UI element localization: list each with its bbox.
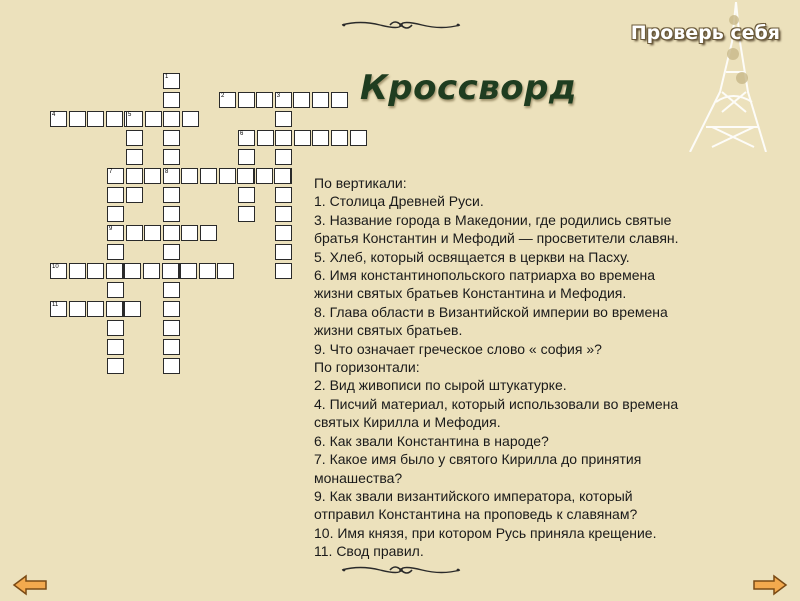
crossword-cell[interactable] [50,263,67,279]
crossword-cell[interactable] [199,263,216,279]
crossword-cell[interactable] [331,130,348,146]
clue-number: 1 [165,74,169,80]
crossword-cell[interactable] [87,301,104,317]
crossword-cell[interactable] [126,225,143,241]
crossword-cell[interactable] [107,339,124,355]
crossword-cell[interactable] [163,130,180,146]
crossword-cell[interactable] [182,111,199,127]
crossword-cell[interactable] [275,111,292,127]
horizontal-clue-line: 6. Как звали Константина в народе? [314,432,549,449]
horizontal-clue-line: 2. Вид живописи по сырой штукатурке. [314,377,567,394]
vertical-clue-line: 6. Имя константинопольского патриарха во времена [314,267,656,284]
crossword-cell[interactable] [87,263,104,279]
crossword-cell[interactable] [163,149,180,165]
crossword-cell[interactable] [163,358,180,374]
vertical-clue-line: 1. Столица Древней Руси. [314,193,484,210]
crossword-cell[interactable] [293,92,310,108]
page-title: Кроссворд [360,68,577,108]
crossword-cell[interactable] [163,206,180,222]
horizontal-clue-line: святых Кирилла и Мефодия. [314,414,501,431]
clue-number: 11 [52,302,59,308]
crossword-cell[interactable] [217,263,234,279]
crossword-cell[interactable] [238,92,255,108]
crossword-cell[interactable] [275,187,292,203]
crossword-cell[interactable] [126,149,143,165]
crossword-cell[interactable] [163,111,180,127]
vertical-clue-line: 5. Хлеб, который освящается в церкви на Пасху. [314,248,630,265]
vertical-heading: По вертикали: [314,175,407,191]
crossword-cell[interactable] [107,206,124,222]
crossword-cell[interactable] [163,244,180,260]
crossword-cell[interactable] [145,111,162,127]
crossword-cell[interactable] [50,301,67,317]
crossword-cell[interactable] [275,244,292,260]
crossword-cell[interactable] [163,282,180,298]
horizontal-clue-line: 4. Писчий материал, который использовали во времена [314,395,679,412]
crossword-cell[interactable] [275,225,292,241]
crossword-cell[interactable] [275,130,292,146]
crossword-cell[interactable] [257,130,274,146]
crossword-cell[interactable] [238,187,255,203]
horizontal-clue-line: 7. Какое имя было у святого Кирилла до принятия [314,451,642,468]
crossword-cell[interactable] [256,92,273,108]
crossword-cell[interactable] [126,130,143,146]
crossword-cell[interactable] [181,225,198,241]
crossword-cell[interactable] [87,111,104,127]
crossword-cell[interactable] [163,225,180,241]
crossword-cell[interactable] [163,187,180,203]
crossword-cell[interactable] [126,111,143,127]
horizontal-clue-line: отправил Константина на проповедь к славянам? [314,506,638,523]
crossword-cell[interactable] [163,92,180,108]
next-slide-button[interactable] [752,574,788,596]
clue-number: 5 [128,112,132,118]
crossword-cell[interactable] [219,168,236,184]
crossword-cell[interactable] [181,168,198,184]
horizontal-clue-line: 10. Имя князя, при котором Русь приняла крещение. [314,524,657,541]
crossword-cell[interactable] [294,130,311,146]
vertical-clue-list [314,192,784,358]
crossword-cell[interactable] [126,168,143,184]
clue-number: 10 [52,264,59,270]
horizontal-clue-line: 9. Как звали византийского императора, который [314,487,633,504]
vertical-clue-line: 3. Название города в Македонии, где родились святые [314,211,672,228]
crossword-cell[interactable] [331,92,348,108]
crossword-cell[interactable] [200,168,217,184]
crossword-cell[interactable] [163,320,180,336]
crossword-cell[interactable] [312,92,329,108]
crossword-cell[interactable] [237,168,254,184]
crossword-cell[interactable] [107,320,124,336]
header-badge: Проверь себя [630,22,780,44]
crossword-cell[interactable] [219,92,236,108]
crossword-cell[interactable] [107,187,124,203]
vertical-clue-line: 8. Глава области в Византийской империи во времена [314,303,668,320]
clue-number: 7 [109,169,113,175]
crossword-cell[interactable] [107,282,124,298]
crossword-cell[interactable] [200,225,217,241]
crossword-cell[interactable] [238,130,255,146]
crossword-cell[interactable] [50,111,67,127]
clue-number: 4 [52,112,56,118]
crossword-cell[interactable] [107,244,124,260]
crossword-cell[interactable] [275,206,292,222]
bottom-ornament-icon [340,563,462,577]
crossword-cell[interactable] [69,263,86,279]
horizontal-clue-list [314,376,784,560]
crossword-cell[interactable] [274,168,291,184]
crossword-cell[interactable] [106,263,123,279]
crossword-cell[interactable] [144,168,161,184]
crossword-cell[interactable] [350,130,367,146]
clue-number: 9 [109,226,113,232]
crossword-cell[interactable] [180,263,197,279]
clues-panel [314,174,784,561]
crossword-cell[interactable] [163,73,180,89]
crossword-cell[interactable] [275,263,292,279]
horizontal-clue-line: монашества? [314,469,403,486]
crossword-cell[interactable] [143,263,160,279]
crossword-cell[interactable] [238,206,255,222]
crossword-cell[interactable] [107,225,124,241]
vertical-clue-line: жизни святых братьев Константина и Мефодия. [314,285,627,302]
crossword-cell[interactable] [275,92,292,108]
clue-number: 6 [240,131,244,137]
previous-slide-button[interactable] [12,574,48,596]
crossword-cell[interactable] [107,358,124,374]
crossword-cell[interactable] [124,301,141,317]
crossword-cell[interactable] [144,225,161,241]
clue-number: 3 [276,93,281,99]
crossword-cell[interactable] [126,187,143,203]
crossword-cell[interactable] [69,301,86,317]
vertical-clue-line: жизни святых братьев. [314,322,463,339]
crossword-cell[interactable] [256,168,273,184]
crossword-cell[interactable] [275,149,292,165]
crossword-cell[interactable] [238,149,255,165]
arrow-right-icon [752,574,788,596]
crossword-cell[interactable] [162,263,179,279]
crossword-cell[interactable] [107,168,124,184]
clue-number: 8 [165,169,169,175]
crossword-cell[interactable] [69,111,86,127]
clue-number: 2 [221,93,225,99]
crossword-cell[interactable] [163,168,180,184]
crossword-cell[interactable] [312,130,329,146]
horizontal-clue-line: 11. Свод правил. [314,543,424,560]
crossword-cell[interactable] [163,301,180,317]
crossword-cell[interactable] [106,301,123,317]
vertical-clue-line: братья Константин и Мефодий — просветители славян. [314,230,679,247]
crossword-cell[interactable] [124,263,141,279]
crossword-cell[interactable] [163,339,180,355]
arrow-left-icon [12,574,48,596]
crossword-cell[interactable] [106,111,123,127]
vertical-clue-line: 9. Что означает греческое слово « софия »? [314,340,602,357]
horizontal-heading: По горизонтали: [314,359,420,376]
